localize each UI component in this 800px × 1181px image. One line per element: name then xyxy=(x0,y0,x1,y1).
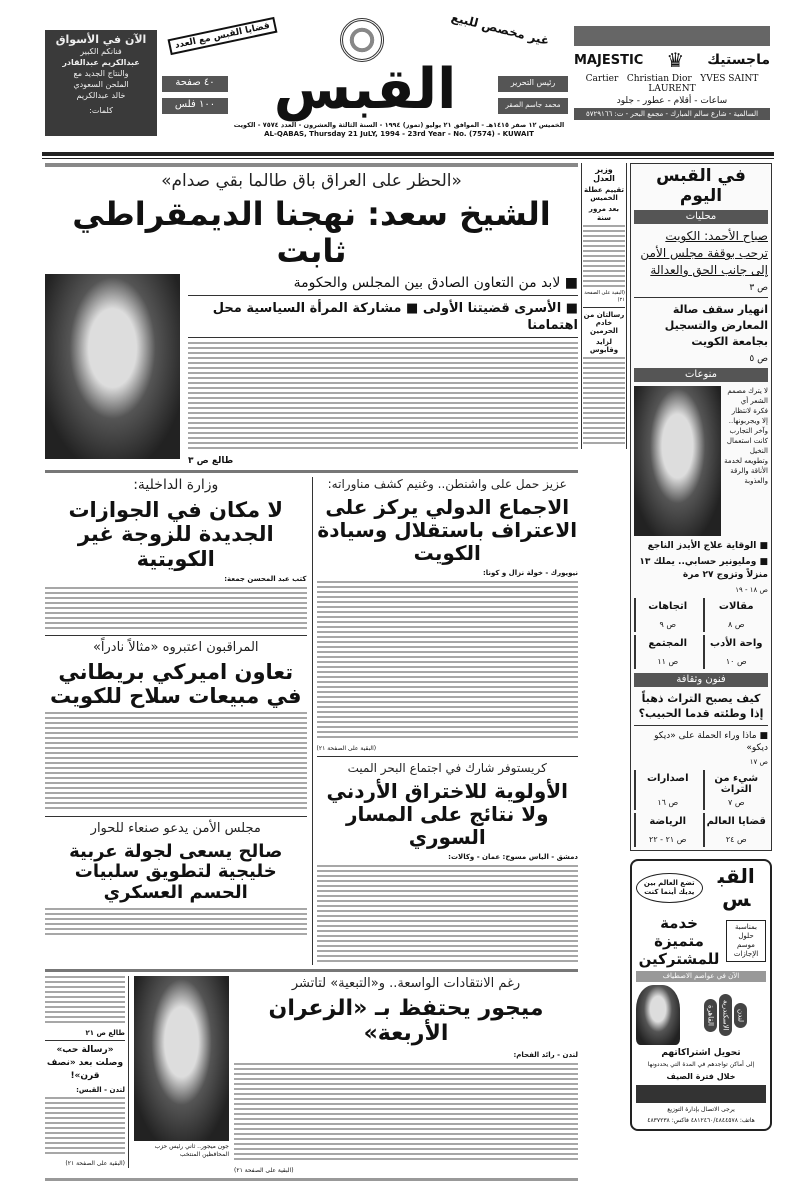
ad-line: عبدالكريم عبدالقادر xyxy=(62,58,140,67)
tile-label: اصدارات xyxy=(646,773,689,785)
major-continued[interactable]: (البقية على الصفحة ٢١) xyxy=(234,1166,294,1174)
index-column xyxy=(630,163,772,851)
letter-headline: «رسالة حب» وصلت بعد «نصف قرن»! xyxy=(46,1044,124,1081)
lead-bullet-1: ■ لابد من التعاون الصادق بين المجلس والحكومة xyxy=(188,274,578,296)
ad-sub: الآن في عواصم الاصطياف xyxy=(636,971,766,982)
ad-headline: خدمة متميزة للمشتركين xyxy=(638,914,720,969)
logo: القبس xyxy=(273,57,457,122)
ad-line: خالد عبدالكريم xyxy=(76,91,126,100)
tile-page: ص ٩ xyxy=(659,620,676,630)
left-column xyxy=(630,163,772,1131)
hair-photo xyxy=(634,386,721,536)
divider xyxy=(45,1040,125,1041)
variety-block xyxy=(634,386,768,536)
index-tile[interactable] xyxy=(703,598,769,632)
index-item-6[interactable]: ■ ماذا وراء الحملة على «ديكو ديكو» xyxy=(654,731,768,754)
left-half xyxy=(45,477,307,936)
divider xyxy=(634,297,768,298)
consensus-continued[interactable]: (البقية على الصفحة ٢١) xyxy=(316,744,377,752)
major-photo xyxy=(134,976,229,1141)
divider xyxy=(583,307,625,308)
index-item-2[interactable]: انهيار سقف صالة المعارض والتسجيل بجامعة الكويت xyxy=(664,303,768,349)
crown-icon: ♛ xyxy=(666,48,685,72)
divider xyxy=(45,635,307,636)
ad-cities xyxy=(684,993,766,1038)
ad-line: فنانكم الكبير xyxy=(80,47,122,56)
justice-h2: تقييم عطلة الخميس xyxy=(583,186,624,203)
tile-label: الرياضة xyxy=(649,816,687,828)
lead-body xyxy=(188,342,578,452)
tile-label: واحة الأدب xyxy=(710,638,763,650)
products-line: ساعات - أقلام - عطور - جلود xyxy=(616,96,728,106)
justice-column xyxy=(581,163,627,449)
editor-label: رئيس التحرير xyxy=(498,76,568,92)
masthead-rule xyxy=(42,152,774,156)
brand-en: MAJESTIC xyxy=(574,52,644,68)
justice-h4: رسالتان من خادم الحرمين xyxy=(583,310,625,335)
tile-page: ص ١١ xyxy=(657,657,679,667)
price: ١٠٠ فلس xyxy=(162,98,228,114)
divider xyxy=(45,969,578,972)
index-item-4[interactable]: ■ ومليونير حسابي.. يملك ١٣ منزلاً وتزوج ٢٧ مرة xyxy=(639,557,768,581)
tile-page: ص ٢٤ xyxy=(725,835,747,845)
not-for-sale: غير مخصص للبيع xyxy=(449,10,551,48)
christopher-kicker: كريستوفر شارك في اجتماع البحر الميت xyxy=(347,760,547,775)
divider xyxy=(45,470,578,473)
christopher-body xyxy=(317,865,579,965)
item4-page[interactable]: ص ١٨ - ١٩ xyxy=(735,586,768,595)
page-body xyxy=(45,163,772,1181)
ad-line: والنتاج الجديد مع xyxy=(73,69,129,78)
item6-page[interactable]: ص ١٧ xyxy=(749,758,768,767)
lead-continued[interactable]: طالع ص ٣ xyxy=(188,455,234,466)
tiles-row-2 xyxy=(634,770,768,847)
date-english: AL-QABAS, Thursday 21 JuLY, 1994 - 23rd Year - No. (7574) - KUWAIT xyxy=(264,130,534,138)
tile-page: ص ٨ xyxy=(727,620,745,630)
index-tile[interactable] xyxy=(634,813,700,847)
justice-body-2 xyxy=(583,357,625,447)
city-badge: لندن xyxy=(734,1003,747,1028)
ad-logo: القبس xyxy=(717,864,755,912)
index-item-3[interactable]: ■ الوقاية علاج الأيدز الناجع xyxy=(647,541,768,552)
index-tile[interactable] xyxy=(634,770,700,810)
tile-page: ص ٢١ - ٢٢ xyxy=(649,835,687,845)
interior-body xyxy=(45,587,307,631)
masthead-center xyxy=(160,10,570,122)
lead-photo xyxy=(45,274,180,459)
item2-page[interactable]: ص ٥ xyxy=(749,354,768,365)
ad-right-panel[interactable] xyxy=(574,26,770,120)
hand-image xyxy=(636,985,680,1045)
tile-page: ص ٧ xyxy=(727,798,745,808)
item-text: ماذا وراء الحملة على «ديكو ديكو» xyxy=(654,731,768,754)
ad-phones: هاتف: ٤٨١٢٤٦٠/٤٨٤٤٥٧٨ فاكس: ٤٨٣٧٢٣٨ xyxy=(647,1116,755,1124)
ad-cities-row xyxy=(636,985,766,1045)
ad-season: خلال فترة الصيف xyxy=(666,1072,736,1082)
consensus-headline: الاجماع الدولي يركز على الاعتراف باستقلال وسيادة الكويت xyxy=(317,494,578,565)
lead-kicker: «الحظر على العراق باق طالما بقي صدام» xyxy=(161,171,462,191)
index-item-1[interactable]: صباح الأحمد: الكويت ترحب بوقفة مجلس الأمن إلى جانب الحق والعدالة xyxy=(640,229,768,278)
item-text: ومليونير حسابي.. يملك ١٣ منزلاً وتزوج ٢٧ مرة xyxy=(639,557,768,581)
ad-mid-row xyxy=(636,914,766,968)
lead-bullet-2: ■ الأسرى قضيتنا الأولى ■ مشاركة المرأة السياسية محل اهتمامنا xyxy=(188,300,578,338)
section-arts: فنون وثقافة xyxy=(634,673,768,687)
index-tile[interactable] xyxy=(703,813,769,847)
major-kicker: رغم الانتقادات الواسعة.. و«التبعية» لتاتشر xyxy=(291,975,521,991)
saleh-continued[interactable]: طالع ص ٢١ xyxy=(85,1028,125,1037)
date-arabic: الخميس ١٢ صفر ١٤١٥هـ - الموافق ٢١ يوليو (تموز) ١٩٩٤ - السنة الثالثة والعشرون - العدد ٧٥٧٤ - الكويت xyxy=(233,121,565,129)
major-headline: ميجور يحتفظ بـ «الزعران الأربعة» xyxy=(268,996,544,1047)
saleh-kicker: مجلس الأمن يدعو صنعاء للحوار xyxy=(90,821,261,837)
letter-byline: لندن - القبس: xyxy=(76,1085,125,1094)
tile-page: ص ١٦ xyxy=(657,798,679,808)
tiles-row-1 xyxy=(634,598,768,669)
letter-continued[interactable]: (البقية على الصفحة ٢١) xyxy=(65,1159,125,1167)
tile-page: ص ١٠ xyxy=(725,657,747,667)
row-3 xyxy=(45,976,578,1174)
consensus-byline: نيويورك - خولة نزال و كونا: xyxy=(482,568,578,577)
bullet-text: الأسرى قضيتنا الأولى xyxy=(422,300,562,316)
tile-label: اتجاهات xyxy=(648,601,688,613)
ad-slogan: تضع العالم بين يديك أينما كنت xyxy=(636,873,703,903)
city-badge: الاسكندرية xyxy=(719,994,732,1037)
lead-top-bar xyxy=(45,163,578,167)
tile-label: المجتمع xyxy=(648,638,688,650)
interior-kicker: وزارة الداخلية: xyxy=(133,476,219,493)
index-tile[interactable] xyxy=(634,635,700,669)
section-local: محليات xyxy=(634,210,768,224)
variety-teaser: لا يترك مصمم الشعر أي فكرة لانتظار إلا ويجربونها.. وآخر التجارب كانت استعمال النخيل وتطويعه لخدمة الأناقة والرقة والعذوبة xyxy=(724,387,768,486)
lead-body-row xyxy=(45,274,578,466)
ad-banner-bar xyxy=(574,26,770,46)
letter-column xyxy=(45,976,129,1168)
ad-contact: يرجى الاتصال بإدارة التوزيع xyxy=(667,1105,735,1113)
ad-transfer: تحويل اشتراكاتهم xyxy=(661,1048,741,1059)
subscription-ad[interactable] xyxy=(630,859,772,1131)
major-photo-block xyxy=(134,976,229,1159)
row-2 xyxy=(45,477,578,965)
emblem-icon xyxy=(340,18,384,62)
index-item-5[interactable]: كيف يصبح التراث ذهباً إذا وطئته قدما الحبيب؟ xyxy=(638,692,764,721)
arms-body xyxy=(45,712,307,812)
divider xyxy=(317,756,579,757)
ad-transfer-sub: إلى أماكن تواجدهم في المدة التي يحددونها xyxy=(647,1061,755,1069)
saleh-body xyxy=(45,908,307,936)
index-title: في القبس اليوم xyxy=(656,166,746,206)
lead-headline: الشيخ سعد: نهجنا الديمقراطي ثابت xyxy=(72,195,551,271)
tile-label: قضايا العالم xyxy=(706,816,766,828)
interior-headline: لا مكان في الجوازات الجديدة للزوجة غير الكويتية xyxy=(68,498,284,571)
saleh-headline: صالح يسعى لجولة عربية خليجية لتطويق سلبيات الحسم العسكري xyxy=(69,840,283,903)
justice-continued[interactable]: (البقية على الصفحة ٢١) xyxy=(584,289,625,303)
index-tile[interactable] xyxy=(634,598,700,632)
consensus-body xyxy=(317,581,579,741)
brand-ar: ماجستيك xyxy=(707,52,770,68)
major-text xyxy=(234,976,578,1174)
tile-label: مقالات xyxy=(718,601,754,613)
bullet-text: لابد من التعاون الصادق بين المجلس والحكومة xyxy=(293,274,561,291)
divider xyxy=(45,816,307,817)
date-block xyxy=(232,121,566,139)
christopher-headline: الأولوية للاختراق الأردني ولا نتائج على المسار السوري xyxy=(326,778,568,849)
bottom-rule xyxy=(45,1178,578,1181)
city-badge: القاهرة xyxy=(704,999,717,1032)
main-area xyxy=(45,163,578,1181)
brands-line: Cartier Christian Dior YVES SAINT LAURENT xyxy=(585,74,762,94)
ad-left-music[interactable] xyxy=(45,30,157,136)
ad-line: الملحن السعودي xyxy=(73,80,129,89)
tile-label: شيء من التراث xyxy=(714,773,759,796)
ad-line: الآن في الأسواق xyxy=(55,33,147,46)
interior-byline: كتب عبد المحسن جمعة: xyxy=(224,574,307,583)
bullet-text: مشاركة المرأة السياسية محل اهتمامنا xyxy=(212,300,578,333)
major-byline: لندن - رائد الفحام: xyxy=(513,1050,578,1059)
justice-body xyxy=(583,225,625,287)
right-half xyxy=(312,477,579,965)
justice-h3: بعد مرور سنة xyxy=(588,205,620,222)
masthead-rule-thin xyxy=(42,158,774,159)
letter-body xyxy=(45,1097,125,1157)
index-tile[interactable] xyxy=(703,635,769,669)
saleh-cont-body xyxy=(45,976,125,1026)
justice-h1: وزير العدل xyxy=(593,165,615,184)
divider xyxy=(634,725,768,726)
major-caption: جون ميجور.. ثاني رئيس حزب المحافظين المنتخب xyxy=(154,1142,229,1158)
ad-line: كلمات: xyxy=(89,106,113,115)
ad-top-row xyxy=(636,865,766,911)
consensus-kicker: عزيز حمل على واشنطن.. وغنيم كشف مناوراته: xyxy=(327,476,567,491)
item1-page[interactable]: ص ٣ xyxy=(749,283,768,294)
arms-kicker: المراقبون اعتبروه «مثالاً نادراً» xyxy=(92,639,259,655)
section-variety: منوعات xyxy=(634,368,768,382)
ad-badge: بمناسبة حلول موسم الإجازات xyxy=(726,920,766,962)
christopher-byline: دمشق - الياس مسوح: عمان - وكالات: xyxy=(448,852,578,861)
supplement-badge: قضايا القبس مع العدد xyxy=(168,17,278,55)
major-body xyxy=(234,1063,578,1163)
lead-text xyxy=(188,274,578,466)
pages-count: ٤٠ صفحة xyxy=(162,76,228,92)
justice-h5: لزايد وقابوس xyxy=(589,337,619,354)
editor-name: محمد جاسم الصقر xyxy=(498,98,568,114)
arms-headline: تعاون اميركي بريطاني في مبيعات سلاح للكويت xyxy=(49,660,302,709)
ad-black-box xyxy=(636,1085,766,1103)
brand-row xyxy=(574,48,770,72)
item-text: الوقاية علاج الأيدز الناجع xyxy=(647,541,757,552)
index-tile[interactable] xyxy=(703,770,769,810)
address-bar: السالمية - شارع سالم المبارك - مجمع البحر - ت: ٥٧٢٩١٦٦ xyxy=(574,108,770,120)
